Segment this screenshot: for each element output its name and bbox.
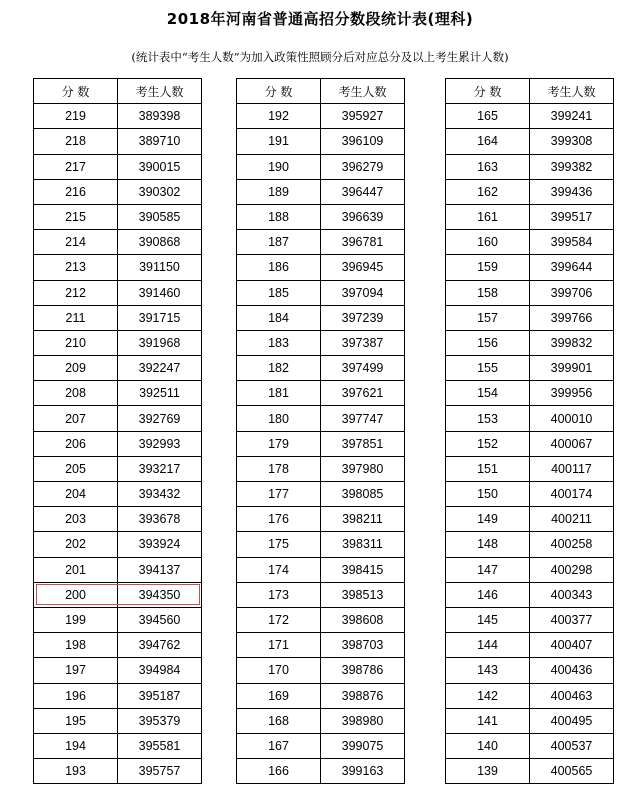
score-cell: 167 <box>237 733 321 758</box>
table-header-row <box>237 79 405 104</box>
table-row <box>34 431 202 456</box>
table-row <box>446 356 614 381</box>
table-row <box>34 154 202 179</box>
count-cell: 396945 <box>321 255 405 280</box>
count-cell: 400495 <box>530 708 614 733</box>
score-cell: 161 <box>446 204 530 229</box>
table-row <box>237 230 405 255</box>
score-cell: 218 <box>34 129 118 154</box>
table-row <box>34 708 202 733</box>
count-cell: 390302 <box>118 179 202 204</box>
score-cell: 190 <box>237 154 321 179</box>
score-cell: 201 <box>34 557 118 582</box>
score-cell: 174 <box>237 557 321 582</box>
score-cell: 206 <box>34 431 118 456</box>
score-cell: 154 <box>446 381 530 406</box>
score-cell: 204 <box>34 482 118 507</box>
score-table-3 <box>445 78 614 784</box>
score-cell: 199 <box>34 607 118 632</box>
score-cell: 164 <box>446 129 530 154</box>
table-row <box>446 406 614 431</box>
score-cell: 149 <box>446 507 530 532</box>
score-cell: 200 <box>34 582 118 607</box>
count-cell: 395581 <box>118 733 202 758</box>
table-row <box>237 406 405 431</box>
count-cell: 398608 <box>321 607 405 632</box>
score-cell: 151 <box>446 456 530 481</box>
table-row <box>446 658 614 683</box>
score-cell: 182 <box>237 356 321 381</box>
score-cell: 169 <box>237 683 321 708</box>
score-cell: 139 <box>446 759 530 784</box>
count-cell: 393924 <box>118 532 202 557</box>
count-cell: 394137 <box>118 557 202 582</box>
table-row <box>446 104 614 129</box>
score-cell: 183 <box>237 330 321 355</box>
table-row <box>446 507 614 532</box>
table-row <box>237 431 405 456</box>
count-cell: 397387 <box>321 330 405 355</box>
table-row <box>446 582 614 607</box>
score-cell: 185 <box>237 280 321 305</box>
count-cell: 397980 <box>321 456 405 481</box>
score-cell: 147 <box>446 557 530 582</box>
count-cell: 391460 <box>118 280 202 305</box>
count-cell: 392511 <box>118 381 202 406</box>
table-row <box>446 557 614 582</box>
count-cell: 390585 <box>118 204 202 229</box>
score-cell: 172 <box>237 607 321 632</box>
score-cell: 214 <box>34 230 118 255</box>
table-note: (统计表中“考生人数”为加入政策性照顾分后对应总分及以上考生累计人数) <box>131 50 509 64</box>
count-cell: 394560 <box>118 607 202 632</box>
table-row <box>446 633 614 658</box>
count-cell: 396781 <box>321 230 405 255</box>
table-row <box>34 204 202 229</box>
table-row <box>237 733 405 758</box>
score-cell: 208 <box>34 381 118 406</box>
table-row <box>237 381 405 406</box>
score-cell: 170 <box>237 658 321 683</box>
table-row <box>34 381 202 406</box>
count-cell: 395379 <box>118 708 202 733</box>
count-cell: 391968 <box>118 330 202 355</box>
table-row <box>34 733 202 758</box>
score-cell: 179 <box>237 431 321 456</box>
score-cell: 192 <box>237 104 321 129</box>
score-cell: 162 <box>446 179 530 204</box>
table-row <box>446 179 614 204</box>
count-cell: 400537 <box>530 733 614 758</box>
count-cell: 398876 <box>321 683 405 708</box>
score-cell: 141 <box>446 708 530 733</box>
table-row <box>34 507 202 532</box>
table-row <box>237 683 405 708</box>
count-cell: 396639 <box>321 204 405 229</box>
score-cell: 209 <box>34 356 118 381</box>
count-cell: 400067 <box>530 431 614 456</box>
table-row <box>34 179 202 204</box>
count-cell: 399241 <box>530 104 614 129</box>
count-cell: 400117 <box>530 456 614 481</box>
table-row <box>34 532 202 557</box>
score-cell: 176 <box>237 507 321 532</box>
count-cell: 397094 <box>321 280 405 305</box>
score-cell: 210 <box>34 330 118 355</box>
score-cell: 215 <box>34 204 118 229</box>
count-cell: 398211 <box>321 507 405 532</box>
score-cell: 157 <box>446 305 530 330</box>
count-cell: 395927 <box>321 104 405 129</box>
count-cell: 391150 <box>118 255 202 280</box>
count-cell: 397239 <box>321 305 405 330</box>
score-cell: 217 <box>34 154 118 179</box>
table-row <box>446 532 614 557</box>
count-cell: 400407 <box>530 633 614 658</box>
score-cell: 188 <box>237 204 321 229</box>
count-cell: 397747 <box>321 406 405 431</box>
table-row <box>237 557 405 582</box>
score-cell: 140 <box>446 733 530 758</box>
count-cell: 393217 <box>118 456 202 481</box>
count-cell: 398703 <box>321 633 405 658</box>
count-cell: 399163 <box>321 759 405 784</box>
score-cell: 159 <box>446 255 530 280</box>
score-cell: 175 <box>237 532 321 557</box>
table-row <box>446 708 614 733</box>
table-row <box>34 129 202 154</box>
table-row <box>34 104 202 129</box>
table-row <box>237 305 405 330</box>
score-cell: 213 <box>34 255 118 280</box>
score-cell: 177 <box>237 482 321 507</box>
count-cell: 395187 <box>118 683 202 708</box>
score-cell: 191 <box>237 129 321 154</box>
table-row <box>446 759 614 784</box>
table-row <box>34 305 202 330</box>
count-cell: 399956 <box>530 381 614 406</box>
count-cell: 389710 <box>118 129 202 154</box>
highlighted-table-row <box>34 582 202 607</box>
table-row <box>237 154 405 179</box>
table-row <box>237 759 405 784</box>
score-cell: 156 <box>446 330 530 355</box>
table-row <box>237 708 405 733</box>
count-cell: 400211 <box>530 507 614 532</box>
count-cell: 399901 <box>530 356 614 381</box>
score-cell: 145 <box>446 607 530 632</box>
count-cell: 393678 <box>118 507 202 532</box>
count-cell: 392993 <box>118 431 202 456</box>
table-row <box>446 280 614 305</box>
count-header: 考生人数 <box>118 79 202 104</box>
table-row <box>237 607 405 632</box>
score-header: 分 数 <box>446 79 530 104</box>
score-cell: 168 <box>237 708 321 733</box>
score-header: 分 数 <box>34 79 118 104</box>
count-cell: 398980 <box>321 708 405 733</box>
count-cell: 399832 <box>530 330 614 355</box>
score-cell: 180 <box>237 406 321 431</box>
table-row <box>237 582 405 607</box>
table-row <box>446 255 614 280</box>
score-cell: 219 <box>34 104 118 129</box>
table-row <box>237 532 405 557</box>
score-cell: 193 <box>34 759 118 784</box>
count-cell: 400565 <box>530 759 614 784</box>
score-cell: 196 <box>34 683 118 708</box>
count-cell: 398786 <box>321 658 405 683</box>
table-row <box>34 482 202 507</box>
table-row <box>34 557 202 582</box>
count-cell: 399766 <box>530 305 614 330</box>
table-header-row <box>446 79 614 104</box>
score-cell: 197 <box>34 658 118 683</box>
score-cell: 178 <box>237 456 321 481</box>
count-cell: 390015 <box>118 154 202 179</box>
score-cell: 189 <box>237 179 321 204</box>
count-cell: 399517 <box>530 204 614 229</box>
score-cell: 142 <box>446 683 530 708</box>
table-row <box>34 356 202 381</box>
score-cell: 216 <box>34 179 118 204</box>
count-cell: 394350 <box>118 582 202 607</box>
count-cell: 400174 <box>530 482 614 507</box>
count-cell: 400436 <box>530 658 614 683</box>
table-row <box>237 104 405 129</box>
table-row <box>34 330 202 355</box>
count-cell: 394762 <box>118 633 202 658</box>
score-cell: 158 <box>446 280 530 305</box>
score-cell: 198 <box>34 633 118 658</box>
count-cell: 400377 <box>530 607 614 632</box>
score-table-1 <box>33 78 202 784</box>
score-cell: 171 <box>237 633 321 658</box>
count-cell: 399382 <box>530 154 614 179</box>
table-row <box>446 607 614 632</box>
table-row <box>34 658 202 683</box>
count-cell: 398513 <box>321 582 405 607</box>
table-row <box>237 330 405 355</box>
count-cell: 392769 <box>118 406 202 431</box>
table-row <box>446 129 614 154</box>
table-row <box>446 482 614 507</box>
score-cell: 181 <box>237 381 321 406</box>
score-cell: 203 <box>34 507 118 532</box>
count-header: 考生人数 <box>530 79 614 104</box>
table-row <box>34 607 202 632</box>
count-cell: 398085 <box>321 482 405 507</box>
table-row <box>446 381 614 406</box>
score-cell: 194 <box>34 733 118 758</box>
table-row <box>237 179 405 204</box>
table-row <box>237 482 405 507</box>
score-cell: 150 <box>446 482 530 507</box>
table-row <box>237 658 405 683</box>
table-row <box>34 255 202 280</box>
count-cell: 399308 <box>530 129 614 154</box>
count-cell: 390868 <box>118 230 202 255</box>
table-header-row <box>34 79 202 104</box>
score-cell: 187 <box>237 230 321 255</box>
score-cell: 163 <box>446 154 530 179</box>
count-cell: 399706 <box>530 280 614 305</box>
score-cell: 184 <box>237 305 321 330</box>
score-cell: 155 <box>446 356 530 381</box>
table-row <box>34 280 202 305</box>
table-row <box>237 456 405 481</box>
count-cell: 400463 <box>530 683 614 708</box>
table-row <box>34 683 202 708</box>
table-row <box>446 154 614 179</box>
count-cell: 391715 <box>118 305 202 330</box>
table-row <box>446 683 614 708</box>
count-cell: 389398 <box>118 104 202 129</box>
count-cell: 395757 <box>118 759 202 784</box>
score-cell: 195 <box>34 708 118 733</box>
count-cell: 398311 <box>321 532 405 557</box>
table-row <box>446 733 614 758</box>
score-cell: 166 <box>237 759 321 784</box>
count-cell: 399075 <box>321 733 405 758</box>
score-cell: 153 <box>446 406 530 431</box>
score-table-2 <box>236 78 405 784</box>
score-header: 分 数 <box>237 79 321 104</box>
score-cell: 212 <box>34 280 118 305</box>
table-row <box>446 330 614 355</box>
table-row <box>34 230 202 255</box>
table-row <box>237 633 405 658</box>
table-row <box>237 507 405 532</box>
score-cell: 205 <box>34 456 118 481</box>
score-cell: 143 <box>446 658 530 683</box>
count-cell: 397851 <box>321 431 405 456</box>
score-cell: 152 <box>446 431 530 456</box>
score-cell: 207 <box>34 406 118 431</box>
table-row <box>34 406 202 431</box>
page-title: 2018年河南省普通高招分数段统计表(理科) <box>166 10 474 28</box>
count-cell: 393432 <box>118 482 202 507</box>
table-row <box>34 456 202 481</box>
score-cell: 186 <box>237 255 321 280</box>
table-row <box>446 456 614 481</box>
count-cell: 399584 <box>530 230 614 255</box>
count-cell: 400298 <box>530 557 614 582</box>
table-row <box>237 129 405 154</box>
count-cell: 396279 <box>321 154 405 179</box>
count-cell: 396447 <box>321 179 405 204</box>
count-cell: 399436 <box>530 179 614 204</box>
table-row <box>237 280 405 305</box>
table-row <box>237 255 405 280</box>
count-cell: 399644 <box>530 255 614 280</box>
count-cell: 396109 <box>321 129 405 154</box>
table-row <box>446 431 614 456</box>
score-cell: 173 <box>237 582 321 607</box>
count-cell: 400010 <box>530 406 614 431</box>
count-cell: 397621 <box>321 381 405 406</box>
score-cell: 146 <box>446 582 530 607</box>
score-cell: 160 <box>446 230 530 255</box>
score-cell: 211 <box>34 305 118 330</box>
table-row <box>446 230 614 255</box>
score-cell: 144 <box>446 633 530 658</box>
score-cell: 202 <box>34 532 118 557</box>
count-cell: 394984 <box>118 658 202 683</box>
count-cell: 397499 <box>321 356 405 381</box>
count-header: 考生人数 <box>321 79 405 104</box>
count-cell: 398415 <box>321 557 405 582</box>
count-cell: 400343 <box>530 582 614 607</box>
count-cell: 400258 <box>530 532 614 557</box>
table-row <box>34 759 202 784</box>
table-row <box>34 633 202 658</box>
score-cell: 165 <box>446 104 530 129</box>
table-row <box>237 356 405 381</box>
table-row <box>237 204 405 229</box>
table-row <box>446 204 614 229</box>
count-cell: 392247 <box>118 356 202 381</box>
table-row <box>446 305 614 330</box>
score-cell: 148 <box>446 532 530 557</box>
